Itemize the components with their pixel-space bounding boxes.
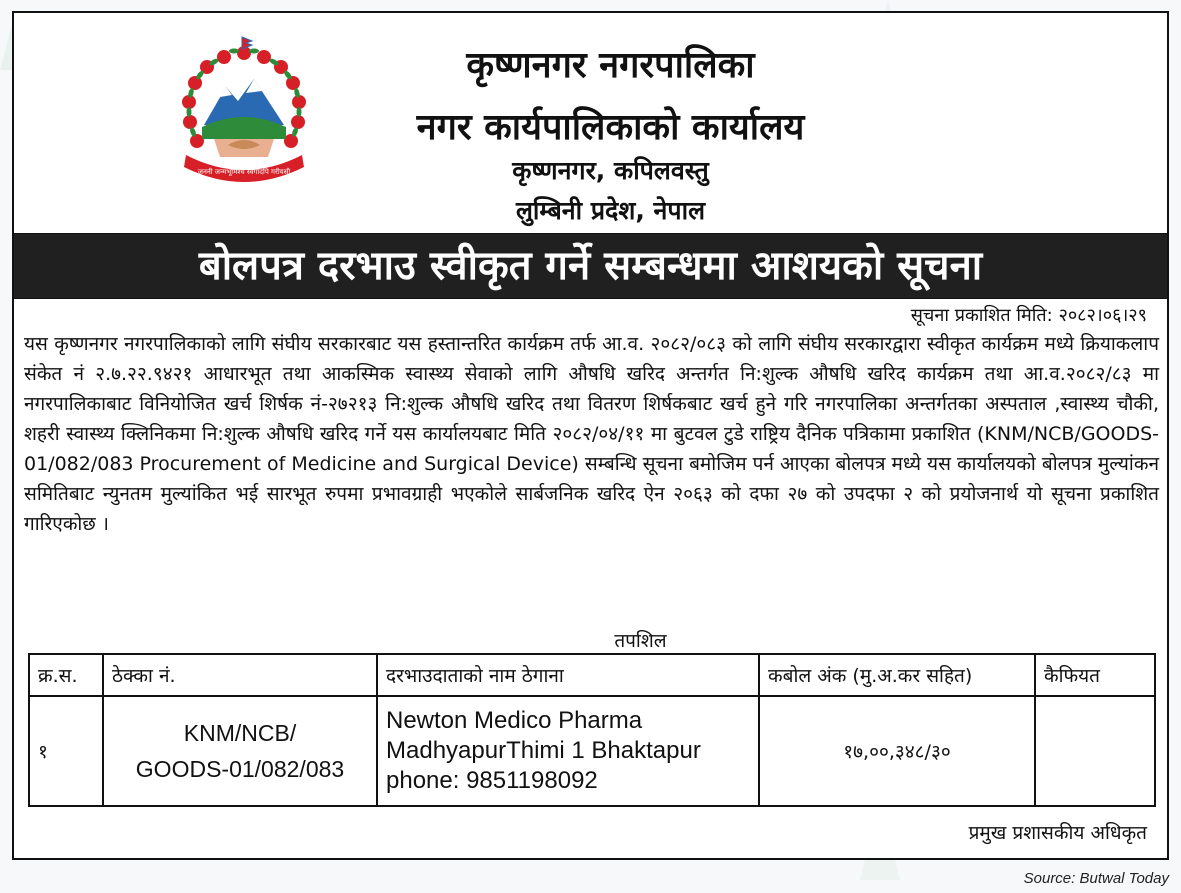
contract-line-2: GOODS-01/082/083: [135, 756, 345, 782]
col-header-amount: कबोल अंक (मु.अ.कर सहित): [759, 654, 1035, 696]
office-name: नगर कार्यपालिकाको कार्यालय: [416, 107, 805, 148]
cell-remarks: [1035, 696, 1155, 806]
bidder-address: MadhyapurThimi 1 Bhaktapur: [386, 737, 701, 764]
bidder-name: Newton Medico Pharma: [386, 707, 643, 734]
emblem-motto: जननी जन्मभूमिश्च स्वर्गादपि गरीयसी: [197, 168, 291, 176]
col-header-bidder: दरभाउदाताको नाम ठेगाना: [377, 654, 759, 696]
cell-bidder: [377, 696, 759, 806]
notice-title-banner: बोलपत्र दरभाउ स्वीकृत गर्ने सम्बन्धमा आशयको सूचना: [14, 233, 1167, 299]
cell-sn: १: [29, 696, 103, 806]
province-name: लुम्बिनी प्रदेश, नेपाल: [515, 196, 706, 225]
bidder-phone: phone: 9851198092: [386, 767, 598, 794]
col-header-contract: ठेक्का नं.: [103, 654, 377, 696]
municipality-name: कृष्णनगर नगरपालिका: [466, 45, 755, 86]
table-row: [29, 696, 1155, 806]
cell-amount: १७,००,३४८/३०: [759, 696, 1035, 806]
source-credit: Source: Butwal Today: [1023, 870, 1169, 887]
office-location: कृष्णनगर, कपिलवस्तु: [512, 156, 709, 185]
details-label: तपशिल: [614, 630, 667, 652]
published-date: सूचना प्रकाशित मिति: २०८२।०६।२९: [910, 305, 1147, 326]
signature-title: प्रमुख प्रशासकीय अधिकृत: [968, 822, 1147, 844]
contract-line-1: KNM/NCB/: [183, 720, 297, 746]
bid-table: [28, 653, 1156, 807]
col-header-sn: क्र.स.: [29, 654, 103, 696]
table-header-row: [29, 654, 1155, 696]
notice-body: यस कृष्णनगर नगरपालिकाको लागि संघीय सरकारबाट यस हस्तान्तरित कार्यक्रम तर्फ आ.व. २०८२/०८३ को लागि संघीय सरकारद्वारा स्वीकृत कार्यक्रम मध्ये क्रियाकलाप संकेत नं २.७.२२.९४२१ आधारभूत तथा आकस्मिक स्वास्थ्य सेवाको लागि औषधि खरिद अन्तर्गत नि:शुल्क औषधि खरिद कार्यक्रम तथा आ.व.२०८२/८३ मा नगरपालिकाबाट विनियोजित खर्च शिर्षक नं-२७२१३ नि:शुल्क औषधि खरिद तथा वितरण शिर्षकबाट खर्च हुने गरि नगरपालिका अन्तर्गतका अस्पताल ,स्वास्थ्य चौकी, शहरी स्वास्थ्य क्लिनिकमा नि:शुल्क औषधि खरिद गर्ने यस कार्यालयबाट मिति २०८२/०४/११ मा बुटवल टुडे राष्ट्रिय दैनिक पत्रिकामा प्रकाशित (KNM/NCB/GOODS-01/082/083 Procurement of Medicine and Surgical Device) सम्बन्धि सूचना बमोजिम पर्न आएका बोलपत्र मध्ये यस कार्यालयको बोलपत्र मुल्यांकन समितिबाट न्युनतम मुल्यांकित भई सारभूत रुपमा प्रभावग्राही भएकोले सार्बजनिक खरिद ऐन २०६३ को दफा २७ को उपदफा २ को प्रयोजनार्थ यो सूचना प्रकाशित गारिएकोछ ।: [24, 333, 1159, 535]
notice-document: [12, 11, 1169, 860]
col-header-remarks: कैफियत: [1035, 654, 1155, 696]
cell-contract: [103, 696, 377, 806]
